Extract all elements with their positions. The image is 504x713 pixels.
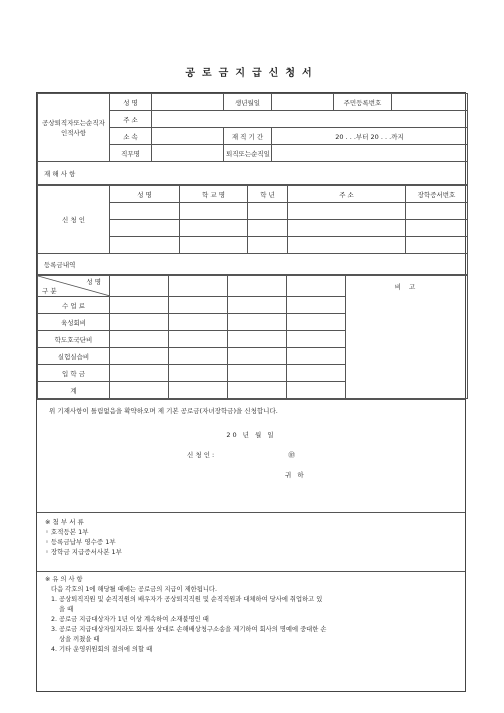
tuition-cell[interactable] (287, 365, 346, 382)
tuition-cell[interactable] (169, 348, 228, 365)
note-item: 을 때 (59, 606, 74, 613)
notes-heading: ※ 유 의 사 항 (45, 576, 83, 583)
declaration-applicant (37, 450, 465, 460)
tuition-section-label: 등록금내역 (38, 254, 468, 275)
tuition-table (37, 275, 468, 399)
applicant-cell[interactable] (248, 237, 288, 254)
application-form (36, 92, 466, 692)
tuition-cell[interactable] (110, 365, 169, 382)
attachment-item: ◦ 호적등본 1부 (45, 528, 89, 536)
applicant-cell[interactable] (288, 237, 406, 254)
applicant-section-label: 신 청 인 (38, 186, 110, 254)
tuition-diagonal-header (38, 276, 110, 297)
resident-number-label: 주민등록번호 (334, 94, 392, 111)
personal-info-table (37, 93, 468, 185)
affiliation-field[interactable] (152, 128, 224, 145)
applicant-header-grade: 학 년 (248, 186, 288, 203)
retire-date-field[interactable] (272, 145, 468, 162)
applicant-table (37, 185, 468, 275)
position-label: 직무명 (110, 145, 152, 162)
tenure-value[interactable]: 20 . . .부터 20 . . .까지 (272, 128, 468, 145)
disaster-section-label: 재 해 사 항 (38, 162, 468, 185)
declaration-date: 20 년 월 일 (226, 431, 276, 439)
attachments-heading: ※ 첨 부 서 류 (45, 518, 84, 526)
notes-block (37, 571, 465, 655)
applicant-cell[interactable] (406, 203, 468, 220)
tuition-cell[interactable] (110, 276, 169, 297)
tuition-cell[interactable] (228, 314, 287, 331)
applicant-cell[interactable] (180, 220, 248, 237)
applicant-line-label: 신 청 인 : (187, 451, 215, 459)
applicant-cell[interactable] (406, 237, 468, 254)
diag-top-label: 성 명 (86, 278, 101, 286)
name-label: 성 명 (110, 94, 152, 111)
applicant-cell[interactable] (180, 237, 248, 254)
notes-intro: 다음 각호의 1에 해당될 때에는 공로금의 지급이 제한됩니다. (51, 586, 218, 593)
seal-mark: ㊞ (288, 451, 295, 459)
tuition-cell[interactable] (228, 297, 287, 314)
tuition-row-label: 육성회비 (38, 314, 110, 331)
tuition-cell[interactable] (287, 276, 346, 297)
tuition-cell[interactable] (287, 314, 346, 331)
birth-field[interactable] (272, 94, 334, 111)
resident-number-field[interactable] (392, 94, 468, 111)
tuition-cell[interactable] (228, 365, 287, 382)
tuition-row-label: 학도호국단비 (38, 331, 110, 348)
note-item: 3. 공로금 지급대상자일지라도 회사를 상대로 손해배상청구소송을 제기하여 회사의 명예에 중대한 손 (51, 626, 327, 633)
tuition-cell[interactable] (110, 382, 169, 399)
tuition-row-label: 계 (38, 382, 110, 399)
tuition-cell[interactable] (287, 348, 346, 365)
applicant-cell[interactable] (288, 203, 406, 220)
attachment-item: ◦ 등록금납부 영수증 1부 (45, 538, 116, 546)
address-field[interactable] (152, 111, 468, 128)
note-item: 1. 공상퇴직직원 및 순직직원의 배우자가 공상퇴직직원 및 순직직원과 대체하여 당사에 취업하고 있 (51, 596, 323, 603)
applicant-cell[interactable] (110, 237, 180, 254)
recipient-line: 귀 하 (285, 471, 306, 479)
applicant-header-address: 주 소 (288, 186, 406, 203)
tuition-cell[interactable] (110, 297, 169, 314)
attachments-block (37, 512, 465, 571)
tenure-label: 재 직 기 간 (224, 128, 272, 145)
declaration-text: 위 기재사항이 틀림없음을 확약하오며 제 기본 공로금(자녀장학금)을 신청합니다. (49, 407, 278, 415)
retire-date-label: 퇴직또는순직일 (224, 145, 272, 162)
affiliation-label: 소 속 (110, 128, 152, 145)
applicant-cell[interactable] (406, 220, 468, 237)
position-field[interactable] (152, 145, 224, 162)
tuition-cell[interactable] (110, 314, 169, 331)
address-label: 주 소 (110, 111, 152, 128)
personal-section-label: 공상퇴직자또는순직자인적사항 (38, 94, 110, 162)
applicant-header-scholarship: 장학증서번호 (406, 186, 468, 203)
tuition-cell[interactable] (287, 297, 346, 314)
tuition-cell[interactable] (287, 331, 346, 348)
tuition-cell[interactable] (169, 331, 228, 348)
tuition-cell[interactable] (169, 276, 228, 297)
applicant-cell[interactable] (248, 203, 288, 220)
tuition-row-label: 실험실습비 (38, 348, 110, 365)
tuition-cell[interactable] (287, 382, 346, 399)
tuition-cell[interactable] (110, 348, 169, 365)
applicant-cell[interactable] (288, 220, 406, 237)
birth-label: 생년월일 (224, 94, 272, 111)
applicant-cell[interactable] (110, 203, 180, 220)
note-item: 상을 끼쳤을 때 (59, 636, 100, 643)
declaration-block (37, 399, 465, 512)
applicant-cell[interactable] (180, 203, 248, 220)
name-field[interactable] (152, 94, 224, 111)
tuition-cell[interactable] (169, 314, 228, 331)
tuition-cell[interactable] (110, 331, 169, 348)
tuition-row-label: 입 학 금 (38, 365, 110, 382)
attachment-item: ◦ 장학금 지급증서사본 1부 (45, 548, 122, 556)
remarks-label: 비 고 (346, 276, 468, 399)
note-item: 2. 공로금 지급대상자가 1년 이상 계속하여 소재불명인 때 (51, 616, 209, 623)
tuition-cell[interactable] (169, 382, 228, 399)
applicant-cell[interactable] (248, 220, 288, 237)
tuition-cell[interactable] (228, 348, 287, 365)
applicant-cell[interactable] (110, 220, 180, 237)
applicant-header-name: 성 명 (110, 186, 180, 203)
tuition-cell[interactable] (228, 382, 287, 399)
tuition-cell[interactable] (169, 365, 228, 382)
note-item: 4. 기타 운영위원회의 결의에 의할 때 (51, 646, 153, 653)
applicant-header-school: 학 교 명 (180, 186, 248, 203)
diag-bottom-label: 구 분 (42, 287, 57, 295)
tuition-cell[interactable] (228, 276, 287, 297)
tuition-cell[interactable] (169, 297, 228, 314)
tuition-cell[interactable] (228, 331, 287, 348)
tuition-row-label: 수 업 료 (38, 297, 110, 314)
document-title: 공로금지급신청서 (185, 68, 319, 79)
